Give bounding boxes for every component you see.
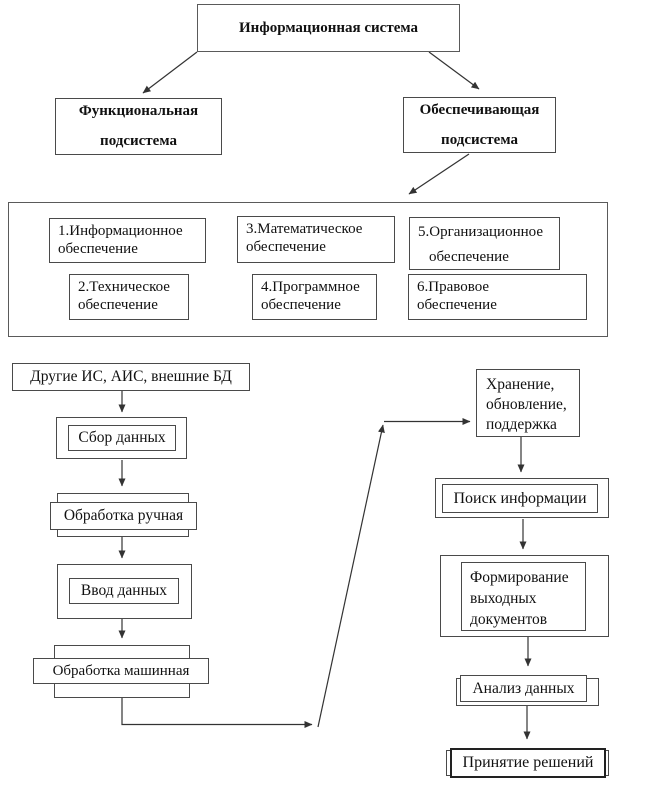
support-item-3 [237, 216, 395, 263]
flow-node-output-documents [440, 555, 609, 637]
node-functional-line1: Функциональная [78, 103, 199, 119]
flow-node-data-collection [56, 417, 187, 459]
flow-node-manual-processing-label: Обработка ручная [63, 507, 184, 524]
support-item-3-line1: 3.Математическое [246, 221, 363, 237]
flow-node-storage-line3: поддержка [486, 416, 557, 433]
support-item-2-line2: обеспечение [78, 296, 158, 313]
flow-node-data-input-label: Ввод данных [80, 582, 168, 599]
flow-node-machine-processing [33, 658, 209, 684]
support-item-5-line1: 5.Организационное [418, 224, 543, 240]
flow-node-machine-processing-label: Обработка машинная [52, 662, 190, 679]
flow-node-decision-label: Принятие решений [462, 754, 594, 771]
flow-node-data-analysis-label: Анализ данных [472, 679, 575, 697]
support-item-5 [409, 217, 560, 270]
support-item-4 [252, 274, 377, 320]
support-item-2 [69, 274, 189, 320]
support-item-6-line2: обеспечение [417, 296, 497, 313]
node-providing-subsystem [403, 97, 556, 153]
node-providing-line1: Обеспечивающая [419, 101, 540, 118]
flow-node-output-documents-inner [461, 562, 586, 631]
flow-node-info-search-inner [442, 484, 598, 513]
flow-node-info-search [435, 478, 609, 518]
flow-node-data-collection-inner [68, 425, 176, 451]
flow-node-storage-line1: Хранение, [486, 376, 555, 393]
node-functional-subsystem [55, 98, 222, 155]
flow-node-data-collection-label: Сбор данных [78, 429, 166, 446]
support-item-2-line1: 2.Техническое [78, 279, 170, 295]
support-item-6-line1: 6.Правовое [417, 279, 490, 295]
support-item-4-line1: 4.Программное [261, 279, 360, 295]
node-information-system [197, 4, 460, 52]
support-item-3-line2: обеспечение [246, 238, 326, 255]
flow-node-external-sources-label: Другие ИС, АИС, внешние БД [30, 368, 232, 385]
support-item-1-line1: 1.Информационное [58, 223, 183, 239]
flow-node-data-analysis [460, 675, 587, 702]
flow-node-output-documents-line2: выходных [470, 590, 537, 607]
node-information-system-label: Информационная система [239, 19, 418, 36]
support-item-1 [49, 218, 206, 263]
support-item-5-line2: обеспечение [429, 249, 509, 265]
support-item-4-line2: обеспечение [261, 296, 341, 313]
flow-node-storage [476, 369, 580, 437]
node-functional-line2: подсистема [100, 133, 177, 149]
support-item-1-line2: обеспечение [58, 240, 138, 257]
flow-node-decision [450, 748, 606, 778]
flow-node-data-input [57, 564, 192, 619]
flow-node-manual-processing [50, 502, 197, 530]
flow-node-info-search-label: Поиск информации [453, 489, 587, 507]
flow-node-data-input-inner [69, 578, 179, 604]
support-item-6 [408, 274, 587, 320]
flow-node-external-sources [12, 363, 250, 391]
flow-node-output-documents-line1: Формирование [470, 569, 569, 586]
node-providing-line2: подсистема [441, 131, 518, 148]
flow-node-storage-line2: обновление, [486, 396, 567, 413]
flow-node-output-documents-line3: документов [470, 611, 548, 628]
